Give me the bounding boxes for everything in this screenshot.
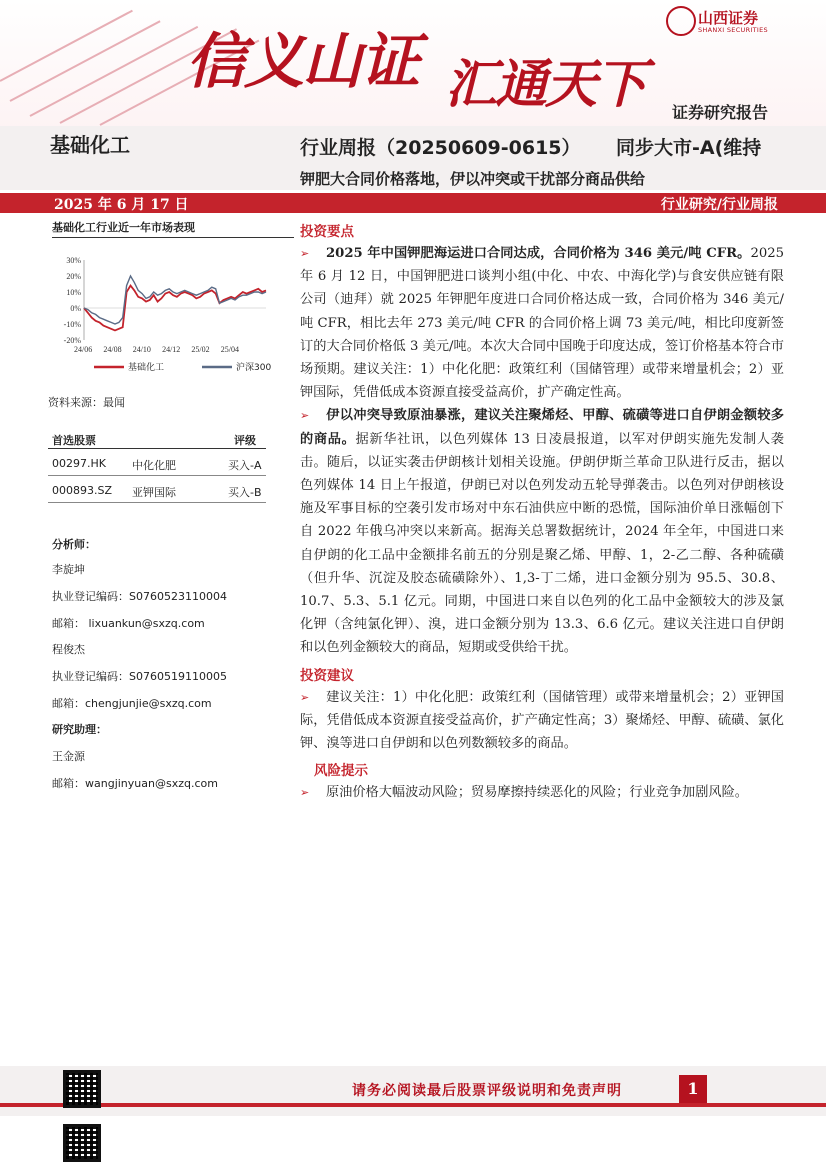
- section-heading-advice: 投资建议: [300, 667, 354, 684]
- arrow-bullet-icon: ➢: [300, 247, 310, 260]
- x-tick-label: 24/10: [132, 345, 151, 354]
- col-header-rating: 评级: [234, 434, 256, 447]
- paragraph-text: 2025 年 6 月 12 日，中国钾肥进口谈判小组(中化、中农、中海化学)与食安供应链有限公司（迪拜）就 2025 年钾肥年度进口合同价格达成一致，合同价格为 346 美元/吨 CFR，相比去年 273 美元/吨 CFR 的合同价格上调 73 美元/吨，相比印度新签订的大合同价格低 3 美元/吨。本次大合同中国晚于印度达成，签订价格基本符合市场预期。建议关注：1）中化化肥：政策红利（国储管理）或带来增量机会；2）亚钾国际，凭借低成本资源直接受益高价，扩产确定性高。: [300, 246, 784, 401]
- paragraph-lead: 伊以冲突导致原油暴涨，建议关注聚烯烃、甲醇、硫磺等进口自伊朗金额较多的商品。: [300, 408, 784, 447]
- y-tick-label: -20%: [63, 336, 81, 345]
- table-row: [48, 476, 266, 503]
- slogan-part2: 汇通天下: [445, 55, 646, 115]
- x-tick-label: 24/12: [162, 345, 181, 354]
- paragraph-text: 建议关注：1）中化化肥：政策红利（国储管理）或带来增量机会；2）亚钾国际，凭借低成本资源直接受益高价，扩产确定性高；3）聚烯烃、甲醇、硫磺、氯化钾、溴等进口自伊朗和以色列数额较多的商品。: [300, 689, 784, 752]
- rating-title: 同步大市-A(维持: [616, 137, 762, 159]
- stock-rating: 买入-A: [228, 459, 262, 472]
- date-bar: [0, 193, 826, 213]
- arrow-bullet-icon: ➢: [300, 786, 310, 800]
- company-name-en: SHANXI SECURITIES: [698, 26, 768, 34]
- qr-code-icon: [63, 1070, 101, 1108]
- company-logo-icon: [666, 6, 696, 36]
- col-header-stock: 首选股票: [52, 434, 96, 447]
- stock-code: 00297.HK: [52, 457, 106, 470]
- report-date: 2025 年 6 月 17 日: [54, 197, 189, 213]
- report-label: 证券研究报告: [672, 103, 769, 122]
- chart-title: 基础化工行业近一年市场表现: [52, 219, 294, 238]
- report-title: 行业周报（20250609-0615）: [300, 137, 581, 159]
- paragraph-advice: [300, 686, 784, 756]
- preferred-stocks-table: [48, 432, 266, 503]
- analyst-cert: 执业登记编码：S0760523110004: [52, 590, 227, 603]
- report-type: 行业研究/行业周报: [660, 197, 778, 213]
- stock-name: 亚钾国际: [132, 486, 176, 499]
- stock-code: 000893.SZ: [52, 484, 113, 497]
- section-heading-highlights: 投资要点: [300, 224, 354, 240]
- section-heading-risk: 风险提示: [314, 763, 368, 780]
- disclaimer-text: 请务必阅读最后股票评级说明和免责声明: [352, 1083, 622, 1099]
- qr-code-icon: [63, 1124, 101, 1162]
- arrow-bullet-icon: ➢: [300, 690, 310, 704]
- stock-name: 中化化肥: [132, 459, 176, 472]
- paragraph-lead: 2025 年中国钾肥海运进口合同达成，合同价格为 346 美元/吨 CFR。: [326, 246, 751, 261]
- y-tick-label: 10%: [66, 288, 81, 297]
- paragraph-text: 原油价格大幅波动风险；贸易摩擦持续恶化的风险；行业竞争加剧风险。: [326, 785, 748, 801]
- stock-rating: 买入-B: [228, 486, 262, 499]
- x-tick-label: 25/04: [220, 345, 240, 354]
- assistant-email[interactable]: 邮箱：wangjinyuan@sxzq.com: [52, 777, 218, 790]
- paragraph-potash: [300, 242, 784, 404]
- analyst-cert: 执业登记编码：S0760519110005: [52, 670, 227, 683]
- y-tick-label: 20%: [66, 272, 81, 281]
- footer-line: [0, 1103, 826, 1107]
- assistant-name: 王金源: [52, 750, 85, 763]
- x-tick-label: 24/06: [74, 345, 93, 354]
- arrow-bullet-icon: ➢: [300, 409, 310, 423]
- report-subtitle: 钾肥大合同价格落地，伊以冲突或干扰部分商品供给: [300, 170, 646, 188]
- analyst-label: 分析师：: [52, 538, 96, 551]
- series-line-csi300: [84, 276, 266, 324]
- analyst-email[interactable]: 邮箱：chengjunjie@sxzq.com: [52, 697, 212, 710]
- legend-label: 基础化工: [128, 363, 165, 373]
- legend-label: 沪深300: [236, 363, 272, 373]
- y-tick-label: 30%: [66, 256, 81, 265]
- paragraph-text: 据新华社讯，以色列媒体 13 日凌晨报道，以军对伊朗实施先发制人袭击。随后，以证实袭击伊朗核计划相关设施。伊朗伊斯兰革命卫队进行反击，据以色列媒体 14 日上午报道，伊朗已对以色列发动五轮导弹袭击。以色列对伊朗核设施及军事目标的空袭引发市场对中东石油供应中断的恐慌，国际油价单日涨幅创下自 2022 年俄乌冲突以来新高。据海关总署数据统计，2024 年全年，中国进口来自伊朗的化工品中金额排名前五的分别是聚乙烯、甲醇、1，2-乙二醇、各种硫磺（但升华、沉淀及胶态硫磺除外）、1,3-丁二烯，进口金额分别为 95.5、30.8、10.7、5.3、5.1 亿元。同期，中国进口来自以色列的化工品中金额较大的涉及氯化钾（含纯氯化钾）、溴，进口金额分别为 13.3、6.6 亿元。建议关注进口自伊朗和以色列金额较大的商品，短期或受供给干扰。: [300, 431, 784, 656]
- page-number: 1: [679, 1075, 707, 1103]
- company-name: 山西证券: [698, 9, 759, 27]
- table-row: [48, 449, 266, 476]
- x-tick-label: 25/02: [191, 345, 210, 354]
- assistant-label: 研究助理：: [52, 723, 107, 736]
- y-tick-label: -10%: [63, 320, 81, 329]
- industry-title: 基础化工: [50, 133, 130, 157]
- analyst-name: 程俊杰: [52, 643, 85, 656]
- table-header: [48, 432, 266, 449]
- slogan-part1: 信义山证: [186, 27, 418, 97]
- analyst-name: 李旋坤: [52, 563, 85, 576]
- main-content: [300, 220, 784, 804]
- paragraph-conflict: [300, 404, 784, 659]
- x-tick-label: 24/08: [103, 345, 122, 354]
- y-tick-label: 0%: [70, 304, 81, 313]
- market-performance-chart: [52, 252, 277, 382]
- paragraph-risk: [300, 781, 784, 804]
- chart-source: 资料来源：最闻: [48, 396, 125, 409]
- analyst-email[interactable]: 邮箱： lixuankun@sxzq.com: [52, 617, 205, 630]
